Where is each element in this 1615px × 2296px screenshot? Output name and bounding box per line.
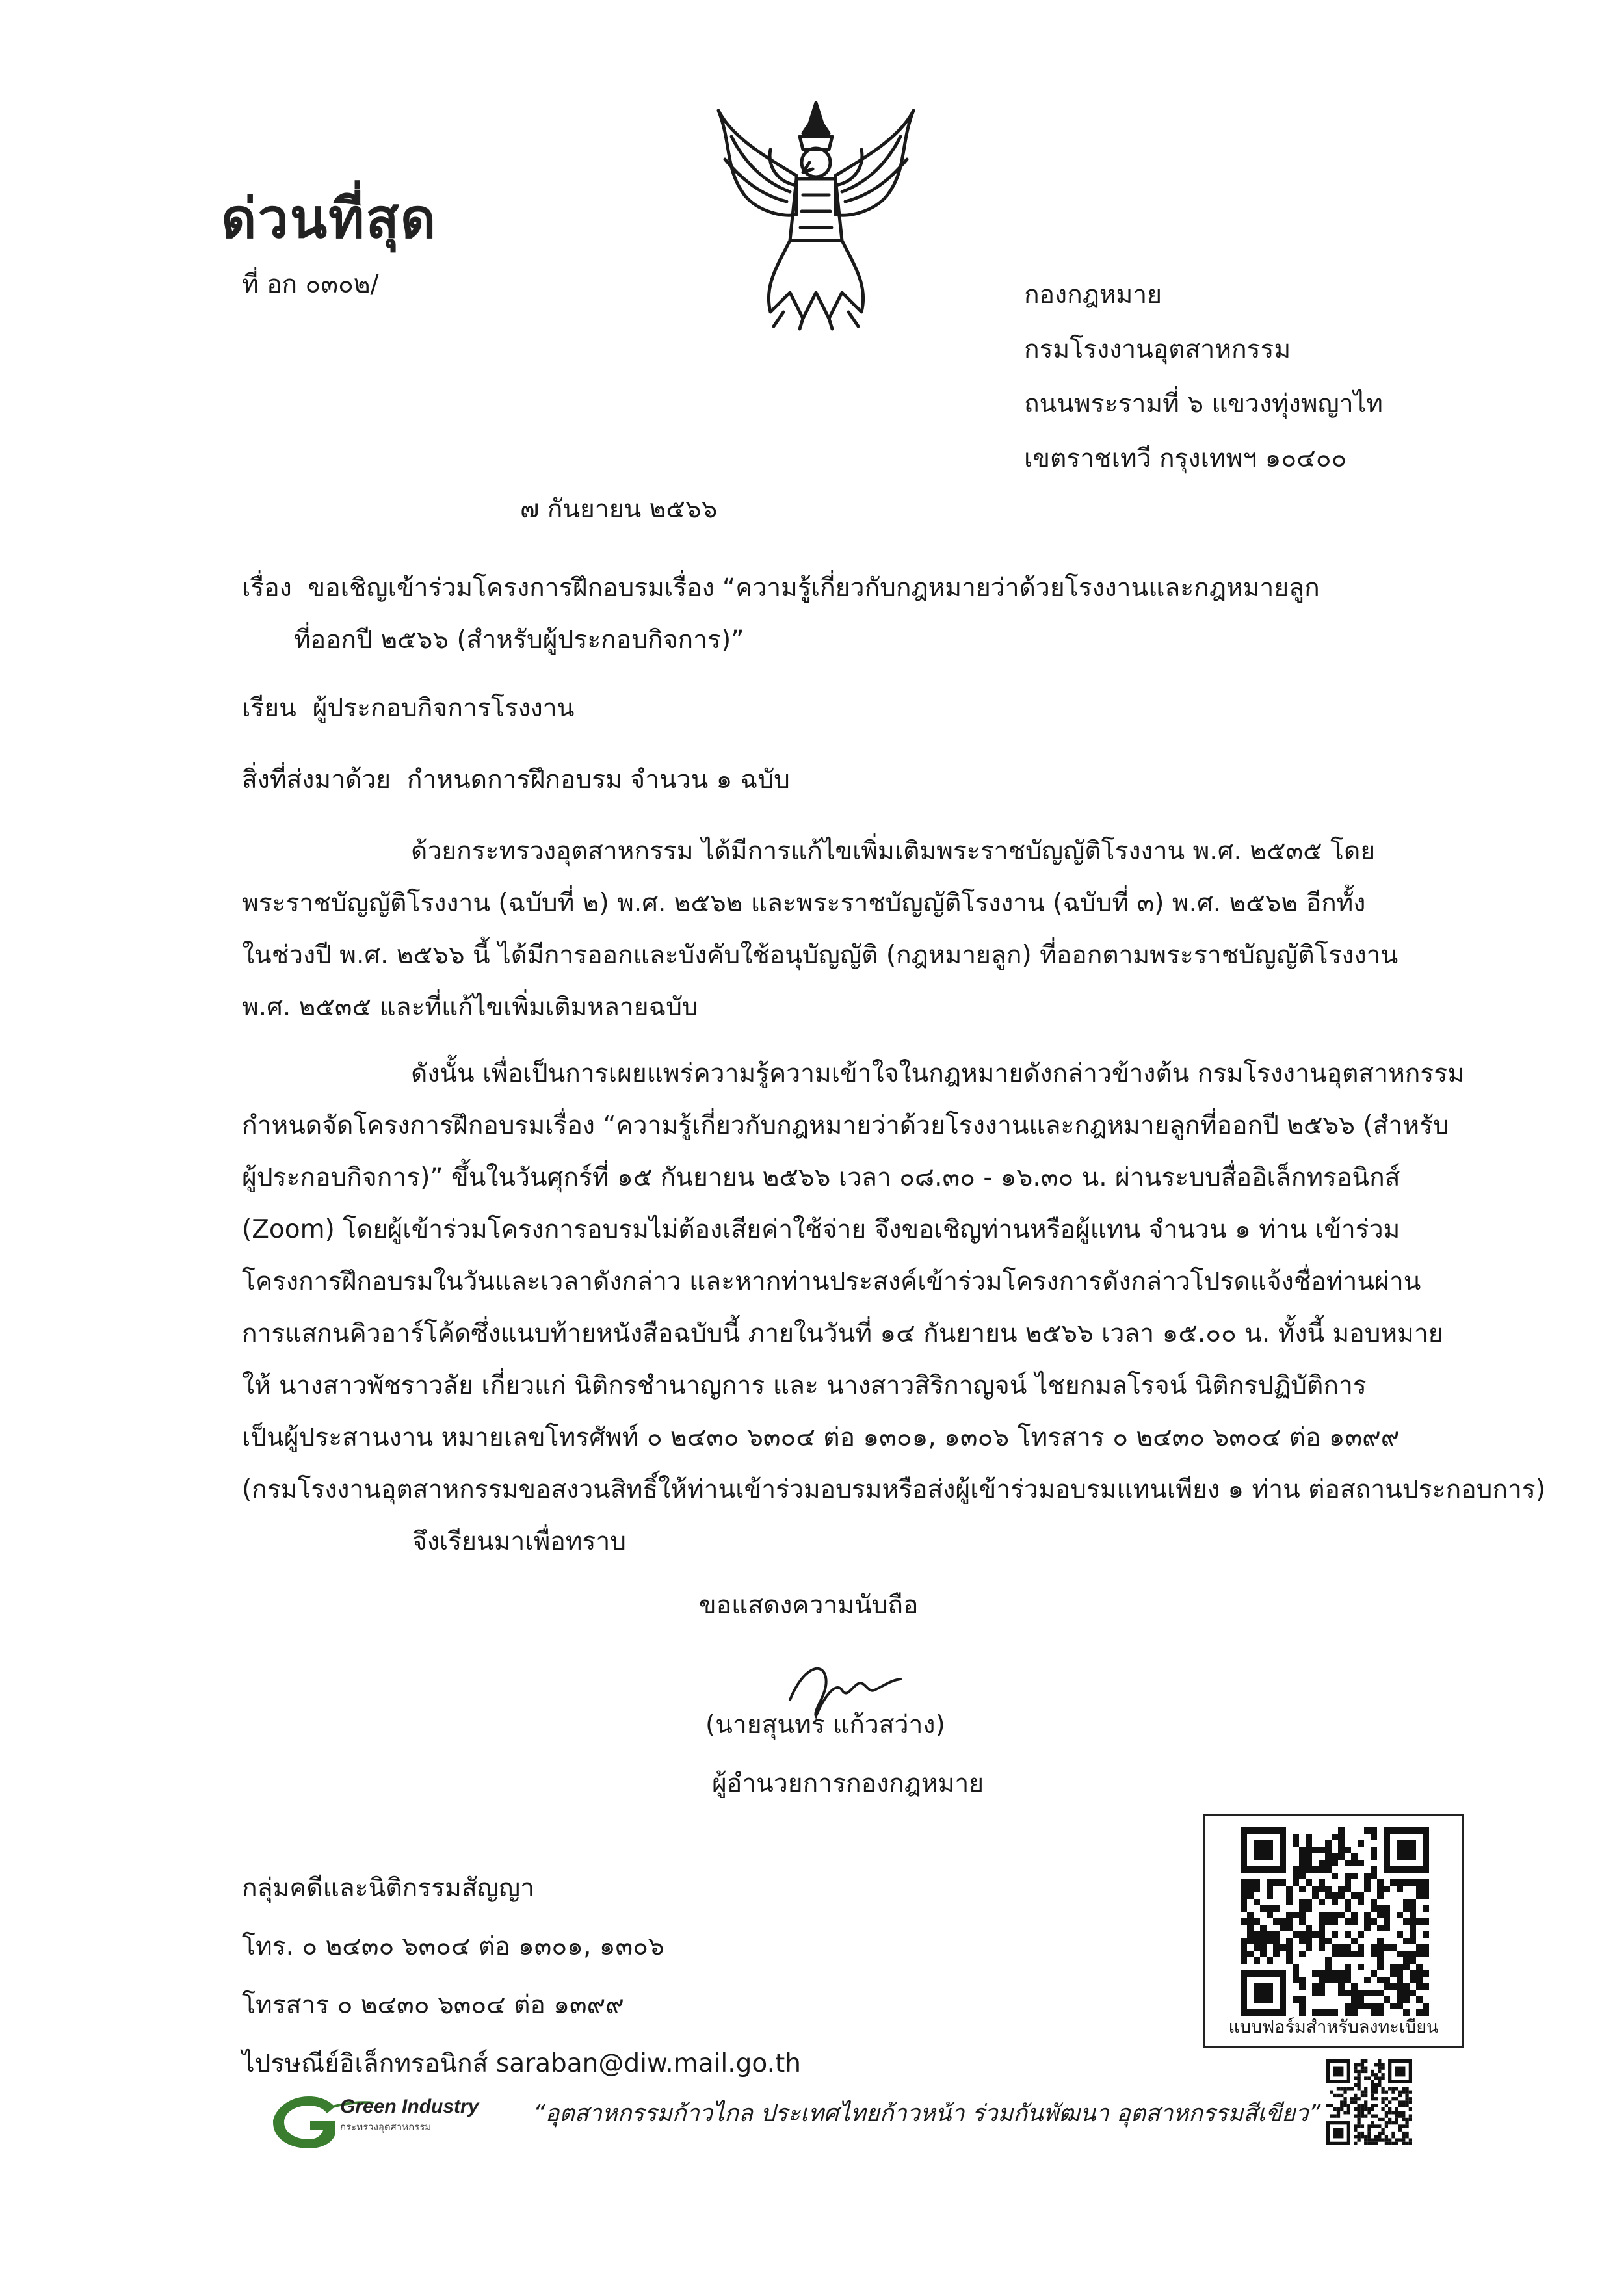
paragraph-line: พระราชบัญญัติโรงงาน (ฉบับที่ ๒) พ.ศ. ๒๕๖๒ และพระราชบัญญัติโรงงาน (ฉบับที่ ๓) พ.ศ. ๒๕๖๒ อีกทั้ง xyxy=(242,889,1366,918)
paragraph-line: พ.ศ. ๒๕๓๕ และที่แก้ไขเพิ่มเติมหลายฉบับ xyxy=(242,993,698,1022)
paragraph-line: โครงการฝึกอบรมในวันและเวลาดังกล่าว และหากท่านประสงค์เข้าร่วมโครงการดังกล่าวโปรดแจ้งชื่อท่านผ่าน xyxy=(242,1267,1421,1296)
letter-date: ๗ กันยายน ๒๕๖๖ xyxy=(520,495,718,524)
address-line: เขตราชเทวี กรุงเทพฯ ๑๐๔๐๐ xyxy=(1024,444,1347,473)
paragraph-line: ในช่วงปี พ.ศ. ๒๕๖๖ นี้ ได้มีการออกและบังคับใช้อนุบัญญัติ (กฎหมายลูก) ที่ออกตามพระราชบัญญัติโรงงาน xyxy=(242,941,1398,970)
body-paragraph-1 xyxy=(242,826,1412,1034)
garuda-emblem-icon xyxy=(705,98,926,332)
signatory-position: ผู้อำนวยการกองกฎหมาย xyxy=(712,1769,984,1798)
subject-line xyxy=(242,562,1320,614)
regards-line: ขอแสดงความนับถือ xyxy=(699,1591,919,1620)
subject-text: ขอเชิญเข้าร่วมโครงการฝึกอบรมเรื่อง “ความรู้เกี่ยวกับกฎหมายว่าด้วยโรงงานและกฎหมายลูก xyxy=(308,573,1320,603)
address-line: กรมโรงงานอุตสาหกรรม xyxy=(1024,335,1291,364)
contact-email[interactable]: ไปรษณีย์อิเล็กทรอนิกส์ saraban@diw.mail.go.th xyxy=(242,2049,801,2078)
body-paragraph-2 xyxy=(242,1048,1546,1516)
contact-unit: กลุ่มคดีและนิติกรรมสัญญา xyxy=(242,1873,534,1903)
qr-code-icon[interactable] xyxy=(1241,1827,1429,2016)
paragraph-line: (กรมโรงงานอุตสาหกรรมขอสงวนสิทธิ์ให้ท่านเข้าร่วมอบรมหรือส่งผู้เข้าร่วมอบรมแทนเพียง ๑ ท่าน ต่อสถานประกอบการ) xyxy=(242,1475,1546,1504)
document-number: ที่ อก ๐๓๐๒/ xyxy=(242,270,379,299)
paragraph-line: ให้ นางสาวพัชราวลัย เกี่ยวแก่ นิติกรชำนาญการ และ นางสาวสิริกาญจน์ ไชยกมลโรจน์ นิติกรปฏิบัติการ xyxy=(242,1371,1367,1400)
address-line: ถนนพระรามที่ ๖ แขวงทุ่งพญาไท xyxy=(1024,389,1383,419)
subject-block xyxy=(242,562,1320,666)
logo-subtext: กระทรวงอุตสาหกรรม xyxy=(340,2122,432,2133)
footer-qr-code-icon[interactable] xyxy=(1326,2059,1412,2145)
contact-phone: โทร. ๐ ๒๔๓๐ ๖๓๐๔ ต่อ ๑๓๐๑, ๑๓๐๖ xyxy=(242,1932,664,1961)
contact-fax: โทรสาร ๐ ๒๔๓๐ ๖๓๐๔ ต่อ ๑๓๙๙ xyxy=(242,1990,624,2020)
address-line: กองกฎหมาย xyxy=(1024,280,1162,309)
enclosure-line xyxy=(242,759,790,800)
contact-block xyxy=(242,1859,801,2093)
attention-label: เรียน xyxy=(242,694,296,723)
paragraph-line: กำหนดจัดโครงการฝึกอบรมเรื่อง “ความรู้เกี่ยวกับกฎหมายว่าด้วยโรงงานและกฎหมายลูกที่ออกปี ๒๕๖๖ (สำหรับ xyxy=(242,1111,1449,1140)
registration-qr-box[interactable] xyxy=(1203,1814,1464,2048)
closing-line: จึงเรียนมาเพื่อทราบ xyxy=(412,1527,627,1556)
paragraph-line: (Zoom) โดยผู้เข้าร่วมโครงการอบรมไม่ต้องเสียค่าใช้จ่าย จึงขอเชิญท่านหรือผู้แทน จำนวน ๑ ท่าน เข้าร่วม xyxy=(242,1215,1400,1244)
paragraph-line: การแสกนคิวอาร์โค้ดซึ่งแนบท้ายหนังสือฉบับนี้ ภายในวันที่ ๑๔ กันยายน ๒๕๖๖ เวลา ๑๕.๐๐ น. ทั้งนี้ มอบหมาย xyxy=(242,1319,1443,1348)
enclosure-value: กำหนดการฝึกอบรม จำนวน ๑ ฉบับ xyxy=(406,765,790,794)
signatory-name: (นายสุนทร แก้วสว่าง) xyxy=(705,1710,945,1740)
attention-value: ผู้ประกอบกิจการโรงงาน xyxy=(312,694,575,723)
paragraph-line: ผู้ประกอบกิจการ)” ขึ้นในวันศุกร์ที่ ๑๕ กันยายน ๒๕๖๖ เวลา ๐๘.๓๐ - ๑๖.๓๐ น. ผ่านระบบสื่ออิเล็กทรอนิกส์ xyxy=(242,1163,1400,1192)
sender-address xyxy=(1024,268,1383,486)
green-industry-logo-icon xyxy=(263,2083,497,2155)
paragraph-line: ด้วยกระทรวงอุตสาหกรรม ได้มีการแก้ไขเพิ่มเติมพระราชบัญญัติโรงงาน พ.ศ. ๒๕๓๕ โดย xyxy=(411,837,1376,866)
enclosure-label: สิ่งที่ส่งมาด้วย xyxy=(242,765,391,794)
qr-caption: แบบฟอร์มสำหรับลงทะเบียน xyxy=(1228,2017,1439,2037)
paragraph-line: ดังนั้น เพื่อเป็นการเผยแพร่ความรู้ความเข้าใจในกฎหมายดังกล่าวข้างต้น กรมโรงงานอุตสาหกรรม xyxy=(411,1059,1465,1088)
paragraph-line: เป็นผู้ประสานงาน หมายเลขโทรศัพท์ ๐ ๒๔๓๐ ๖๓๐๔ ต่อ ๑๓๐๑, ๑๓๐๖ โทรสาร ๐ ๒๔๓๐ ๖๓๐๔ ต่อ ๑๓๙๙ xyxy=(242,1423,1400,1452)
footer-slogan: “อุตสาหกรรมก้าวไกล ประเทศไทยก้าวหน้า ร่วมกันพัฒนา อุตสาหกรรมสีเขียว” xyxy=(533,2100,1321,2127)
logo-text: Green Industry xyxy=(340,2096,479,2117)
subject-label: เรื่อง xyxy=(242,573,292,603)
subject-text-cont: ที่ออกปี ๒๕๖๖ (สำหรับผู้ประกอบกิจการ)” xyxy=(294,625,744,655)
urgency-stamp: ด่วนที่สุด xyxy=(221,187,438,250)
attention-line xyxy=(242,688,574,728)
